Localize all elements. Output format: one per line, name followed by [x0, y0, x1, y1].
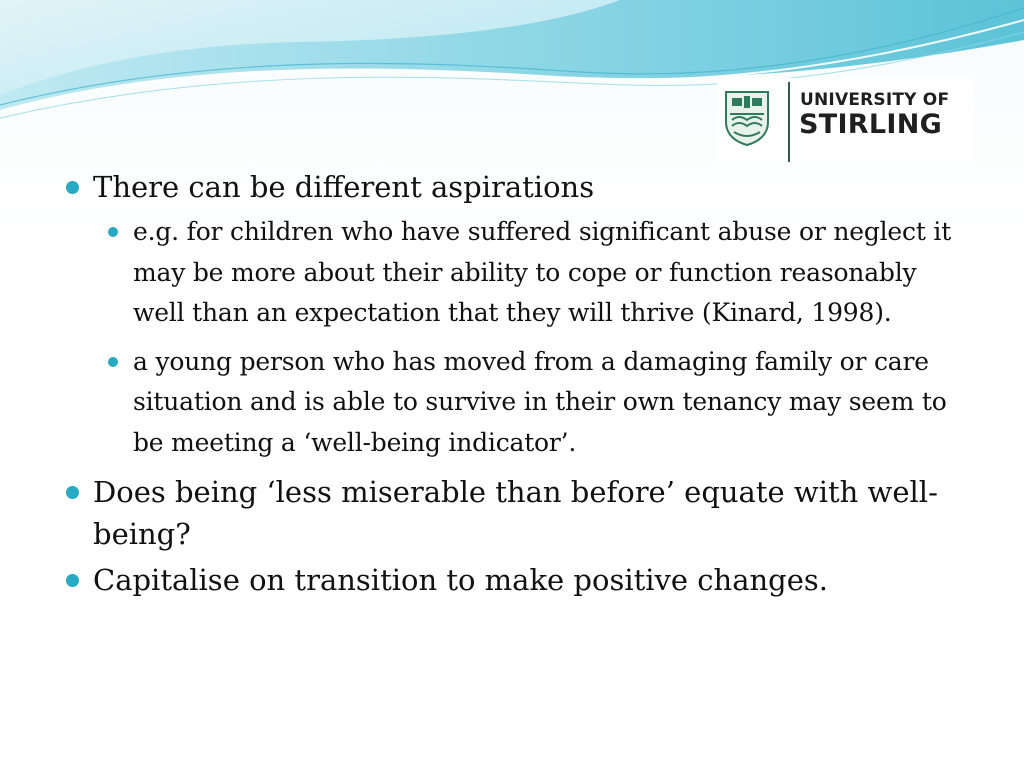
bullet-item [60, 559, 965, 601]
bullet-dot-icon [66, 181, 79, 194]
bullet-list [60, 166, 965, 605]
bullet-text: There can be different aspirations [93, 170, 595, 204]
sub-bullet-text: a young person who has moved from a damaging family or care situation and is able to survive in their own tenancy may seem to be meeting a ‘well-being indicator’. [133, 346, 947, 457]
bullet-item [60, 166, 965, 208]
bullet-dot-icon [66, 574, 79, 587]
bullet-text: Does being ‘less miserable than before’ equate with well-being? [93, 475, 938, 551]
university-crest-icon [724, 90, 770, 146]
university-logo [718, 78, 974, 164]
bullet-text: Capitalise on transition to make positive changes. [93, 563, 829, 597]
logo-text-stirling: STIRLING [799, 109, 943, 140]
bullet-dot-icon [66, 486, 79, 499]
logo-divider [788, 82, 790, 162]
logo-text-university-of: UNIVERSITY OF [800, 90, 950, 110]
sub-bullet-item [103, 342, 965, 464]
bullet-dot-icon [108, 227, 118, 237]
sub-bullet-text: e.g. for children who have suffered significant abuse or neglect it may be more about their ability to cope or function reasonably well than an expectation that they will thrive (Kinard, 1998). [133, 217, 952, 327]
sub-bullet-item [103, 212, 965, 334]
bullet-dot-icon [108, 357, 118, 367]
bullet-item [60, 471, 965, 555]
